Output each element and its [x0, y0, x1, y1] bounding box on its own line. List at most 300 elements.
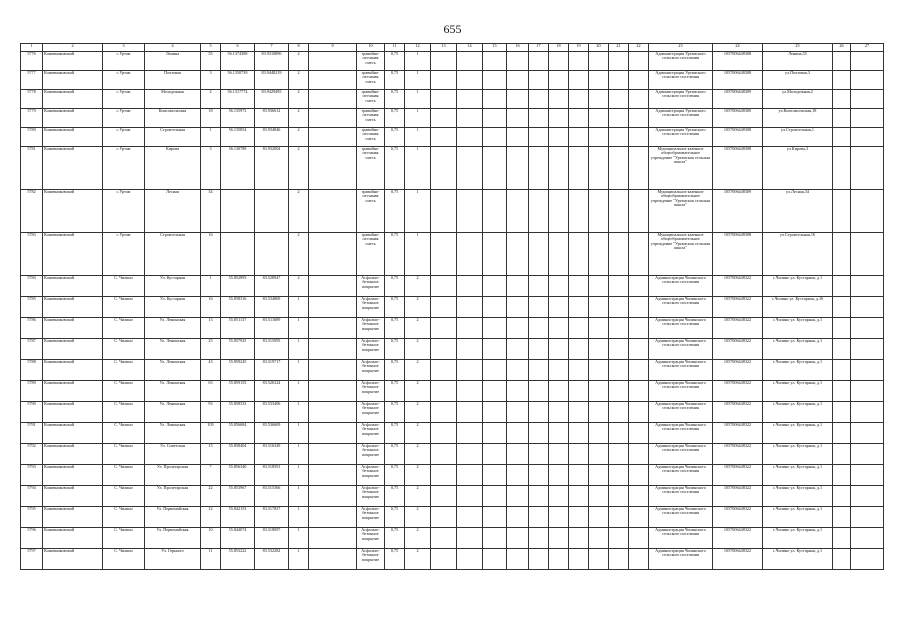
cell-empty — [589, 465, 609, 486]
cell-width: 0,75 — [385, 190, 405, 233]
cell-empty — [457, 360, 483, 381]
cell-c12: 2 — [405, 465, 431, 486]
cell-empty — [507, 71, 529, 90]
cell-street: Ул. Ленинская — [145, 381, 201, 402]
cell-cat: 1 — [289, 360, 309, 381]
cell-empty — [589, 233, 609, 276]
cell-empty — [851, 90, 884, 109]
table-row — [21, 147, 884, 190]
cell-empty — [833, 109, 851, 128]
cell-lat: 56.1374388 — [221, 52, 255, 71]
cell-empty — [507, 402, 529, 423]
cell-empty — [483, 465, 507, 486]
cell-owner: Администрация Чилинского сельского поселения — [649, 528, 713, 549]
cell-width: 0,75 — [385, 465, 405, 486]
cell-address: с.Чилино ул. Кустарная, д.1 — [763, 486, 833, 507]
cell-width: 0,75 — [385, 109, 405, 128]
cell-empty — [569, 486, 589, 507]
cell-empty — [833, 381, 851, 402]
cell-empty — [529, 402, 549, 423]
cell-c12: 1 — [405, 52, 431, 71]
cell-street: Ул. Кустарная — [145, 297, 201, 318]
cell-empty — [309, 549, 357, 570]
cell-empty — [431, 402, 457, 423]
cell-length: 93 — [201, 402, 221, 423]
cell-address: ул.Строительная,1 — [763, 128, 833, 147]
cell-empty — [851, 423, 884, 444]
cell-c12: 2 — [405, 549, 431, 570]
table-row — [21, 276, 884, 297]
cell-empty — [589, 360, 609, 381]
cell-empty — [609, 528, 629, 549]
cell-lon: 83.536609 — [255, 423, 289, 444]
cell-settlement: С. Чилино — [103, 549, 145, 570]
cell-street: Строительная — [145, 128, 201, 147]
cell-street: Ул. Ленинская — [145, 360, 201, 381]
cell-owner: Администрация Чилинского сельского поселения — [649, 318, 713, 339]
cell-empty — [457, 318, 483, 339]
cell-address: ул.Молодежная,2 — [763, 90, 833, 109]
cell-surface: Асфальто-бетонное покрытие — [357, 465, 385, 486]
cell-settlement: С. Чилино — [103, 339, 145, 360]
cell-empty — [569, 276, 589, 297]
cell-empty — [851, 360, 884, 381]
cell-lat: 55.851137 — [221, 318, 255, 339]
cell-lon: 83.515366 — [255, 486, 289, 507]
cell-lon: 83.518097 — [255, 528, 289, 549]
cell-empty — [589, 549, 609, 570]
cell-inn: 1057006448308 — [713, 233, 763, 276]
cell-surface: Асфальто-бетонное покрытие — [357, 507, 385, 528]
cell-settlement: с.Уртам — [103, 190, 145, 233]
cell-c12: 2 — [405, 276, 431, 297]
cell-empty — [569, 52, 589, 71]
cell-empty — [507, 109, 529, 128]
cell-empty — [529, 486, 549, 507]
cell-length: 15 — [201, 444, 221, 465]
cell-empty — [309, 147, 357, 190]
cell-surface: Асфальто-бетонное покрытие — [357, 444, 385, 465]
cell-empty — [851, 190, 884, 233]
cell-inn: 1057006448309 — [713, 190, 763, 233]
cell-empty — [507, 360, 529, 381]
cell-empty — [833, 233, 851, 276]
cell-empty — [569, 402, 589, 423]
cell-empty — [589, 190, 609, 233]
cell-empty — [309, 128, 357, 147]
cell-c12: 1 — [405, 233, 431, 276]
cell-empty — [833, 507, 851, 528]
cell-address: ул.Комсомольская,18 — [763, 109, 833, 128]
cell-empty — [507, 528, 529, 549]
cell-surface: гравийно-песчаная смесь — [357, 90, 385, 109]
cell-inn: 1057006448308 — [713, 52, 763, 71]
cell-lat: 55.858404 — [221, 444, 255, 465]
column-header: 2 — [43, 44, 103, 52]
cell-width: 0,75 — [385, 318, 405, 339]
cell-empty — [431, 507, 457, 528]
cell-empty — [569, 297, 589, 318]
cell-n: 5786 — [21, 318, 43, 339]
cell-empty — [457, 297, 483, 318]
cell-length: 1 — [201, 128, 221, 147]
cell-empty — [549, 71, 569, 90]
cell-settlement: с.Уртам — [103, 233, 145, 276]
cell-address: с.Чилино ул. Кустарная, д.1 — [763, 444, 833, 465]
cell-street: Ул. Ленинская — [145, 402, 201, 423]
cell-empty — [457, 147, 483, 190]
cell-lat: 55.856684 — [221, 423, 255, 444]
cell-empty — [833, 52, 851, 71]
cell-empty — [549, 528, 569, 549]
cell-empty — [507, 52, 529, 71]
cell-empty — [609, 109, 629, 128]
cell-empty — [529, 465, 549, 486]
cell-street: Ул. Первомайская — [145, 528, 201, 549]
cell-district: Кожевниковский — [43, 339, 103, 360]
cell-empty — [609, 297, 629, 318]
page-number: 655 — [443, 22, 462, 36]
cell-lat: 55.857925 — [221, 339, 255, 360]
cell-n: 5789 — [21, 381, 43, 402]
cell-empty — [529, 128, 549, 147]
cell-empty — [431, 318, 457, 339]
cell-lon: 83.515095 — [255, 339, 289, 360]
cell-lon: 83.516349 — [255, 444, 289, 465]
cell-empty — [833, 71, 851, 90]
cell-empty — [529, 90, 549, 109]
cell-lat: 55.859155 — [221, 381, 255, 402]
cell-n: 5793 — [21, 465, 43, 486]
cell-n: 5787 — [21, 339, 43, 360]
column-header: 21 — [609, 44, 629, 52]
cell-owner: Администрация Чилинского сельского поселения — [649, 381, 713, 402]
cell-empty — [833, 402, 851, 423]
column-header: 1 — [21, 44, 43, 52]
cell-address: с.Чилино ул. Кустарная, д.1 — [763, 507, 833, 528]
cell-lat: 55.858316 — [221, 297, 255, 318]
cell-settlement: С. Чилино — [103, 507, 145, 528]
cell-empty — [609, 402, 629, 423]
cell-street: Лесная — [145, 190, 201, 233]
cell-empty — [431, 444, 457, 465]
cell-empty — [483, 128, 507, 147]
cell-empty — [549, 486, 569, 507]
cell-empty — [851, 233, 884, 276]
cell-empty — [589, 128, 609, 147]
cell-empty — [529, 423, 549, 444]
cell-lon — [255, 233, 289, 276]
cell-surface: Асфальто-бетонное покрытие — [357, 297, 385, 318]
cell-address: Ленина,35 — [763, 52, 833, 71]
cell-empty — [457, 528, 483, 549]
cell-empty — [549, 423, 569, 444]
cell-empty — [457, 507, 483, 528]
cell-n: 5781 — [21, 147, 43, 190]
cell-empty — [833, 190, 851, 233]
cell-width: 0,75 — [385, 528, 405, 549]
cell-lon: 83.936612 — [255, 109, 289, 128]
cell-empty — [529, 444, 549, 465]
cell-owner: Муниципальное казенное общеобразовательное учреждение "Уртамская сельская школа" — [649, 233, 713, 276]
cell-empty — [833, 276, 851, 297]
cell-empty — [609, 381, 629, 402]
cell-width: 0,75 — [385, 486, 405, 507]
cell-empty — [507, 486, 529, 507]
cell-empty — [629, 71, 649, 90]
cell-width: 0,75 — [385, 71, 405, 90]
cell-lat — [221, 233, 255, 276]
cell-empty — [851, 276, 884, 297]
table-row — [21, 528, 884, 549]
cell-empty — [431, 90, 457, 109]
cell-empty — [483, 52, 507, 71]
cell-cat: 2 — [289, 190, 309, 233]
cell-empty — [569, 528, 589, 549]
cell-n: 5777 — [21, 71, 43, 90]
cell-n: 5788 — [21, 360, 43, 381]
cell-empty — [507, 190, 529, 233]
cell-empty — [629, 507, 649, 528]
cell-c12: 2 — [405, 444, 431, 465]
cell-settlement: С. Чилино — [103, 486, 145, 507]
cell-empty — [457, 423, 483, 444]
cell-lat: 55.853967 — [221, 486, 255, 507]
cell-empty — [629, 549, 649, 570]
table-row — [21, 507, 884, 528]
cell-surface: Асфальто-бетонное покрытие — [357, 549, 385, 570]
cell-owner: Администрация Чилинского сельского поселения — [649, 360, 713, 381]
cell-n: 5776 — [21, 52, 43, 71]
cell-empty — [483, 71, 507, 90]
cell-empty — [309, 507, 357, 528]
cell-empty — [851, 549, 884, 570]
cell-empty — [833, 147, 851, 190]
cell-surface: гравийно-песчаная смесь — [357, 233, 385, 276]
cell-c12: 2 — [405, 402, 431, 423]
cell-inn: 1057006448308 — [713, 147, 763, 190]
cell-empty — [629, 402, 649, 423]
cell-length: 12 — [201, 507, 221, 528]
cell-empty — [529, 276, 549, 297]
cell-empty — [431, 465, 457, 486]
cell-empty — [629, 381, 649, 402]
cell-owner: Администрация Чилинского сельского поселения — [649, 486, 713, 507]
register-body — [21, 52, 884, 570]
cell-empty — [507, 423, 529, 444]
cell-empty — [549, 147, 569, 190]
cell-empty — [457, 233, 483, 276]
cell-empty — [483, 444, 507, 465]
cell-n: 5796 — [21, 528, 43, 549]
cell-inn: 1057006448308 — [713, 71, 763, 90]
cell-c12: 1 — [405, 109, 431, 128]
cell-surface: гравийно-песчаная смесь — [357, 147, 385, 190]
cell-empty — [457, 109, 483, 128]
cell-empty — [483, 528, 507, 549]
cell-empty — [309, 402, 357, 423]
cell-length: 7 — [201, 465, 221, 486]
cell-empty — [589, 381, 609, 402]
cell-empty — [549, 90, 569, 109]
cell-cat: 1 — [289, 465, 309, 486]
cell-empty — [431, 339, 457, 360]
cell-empty — [309, 465, 357, 486]
cell-empty — [529, 507, 549, 528]
cell-address: с.Чилино ул. Кустарная, д.1 — [763, 381, 833, 402]
column-header: 27 — [851, 44, 884, 52]
cell-lat: 55.853222 — [221, 549, 255, 570]
cell-address: с.Чилино ул. Кустарная, д.1 — [763, 318, 833, 339]
cell-address: с.Чилино ул. Кустарная, д.1 — [763, 423, 833, 444]
cell-settlement: с.Уртам — [103, 90, 145, 109]
column-header: 6 — [221, 44, 255, 52]
cell-empty — [589, 318, 609, 339]
cell-n: 5792 — [21, 444, 43, 465]
table-row — [21, 360, 884, 381]
cell-empty — [833, 297, 851, 318]
cell-surface: гравийно-песчаная смесь — [357, 71, 385, 90]
cell-lon: 83.517837 — [255, 507, 289, 528]
cell-empty — [629, 360, 649, 381]
column-header: 9 — [309, 44, 357, 52]
cell-empty — [309, 528, 357, 549]
cell-inn: 1057006448322 — [713, 549, 763, 570]
cell-empty — [431, 52, 457, 71]
cell-owner: Администрация Чилинского сельского поселения — [649, 339, 713, 360]
cell-empty — [629, 147, 649, 190]
cell-length: 3 — [201, 71, 221, 90]
cell-empty — [529, 190, 549, 233]
cell-empty — [569, 360, 589, 381]
cell-empty — [529, 52, 549, 71]
cell-empty — [629, 90, 649, 109]
cell-empty — [833, 423, 851, 444]
cell-cat: 2 — [289, 71, 309, 90]
cell-empty — [609, 71, 629, 90]
column-header: 15 — [483, 44, 507, 52]
column-header: 25 — [763, 44, 833, 52]
table-row — [21, 190, 884, 233]
cell-empty — [589, 297, 609, 318]
cell-settlement: С. Чилино — [103, 444, 145, 465]
cell-c12: 2 — [405, 528, 431, 549]
cell-width: 0,75 — [385, 147, 405, 190]
cell-empty — [833, 339, 851, 360]
cell-lat — [221, 190, 255, 233]
cell-street: Ул. Советская — [145, 444, 201, 465]
cell-length: 13 — [201, 318, 221, 339]
cell-cat: 1 — [289, 444, 309, 465]
cell-c12: 2 — [405, 297, 431, 318]
cell-empty — [457, 486, 483, 507]
column-header: 26 — [833, 44, 851, 52]
cell-n: 5795 — [21, 507, 43, 528]
cell-empty — [549, 360, 569, 381]
cell-lat: 56.135854 — [221, 128, 255, 147]
cell-empty — [431, 71, 457, 90]
cell-empty — [483, 507, 507, 528]
cell-district: Кожевниковский — [43, 52, 103, 71]
cell-length: 3 — [201, 147, 221, 190]
table-row — [21, 444, 884, 465]
cell-district: Кожевниковский — [43, 507, 103, 528]
cell-cat: 2 — [289, 233, 309, 276]
cell-settlement: С. Чилино — [103, 528, 145, 549]
cell-lat: 55.856340 — [221, 465, 255, 486]
cell-empty — [851, 147, 884, 190]
table-row — [21, 90, 884, 109]
cell-length: 22 — [201, 486, 221, 507]
table-row — [21, 465, 884, 486]
table-row — [21, 318, 884, 339]
cell-empty — [629, 444, 649, 465]
cell-empty — [529, 297, 549, 318]
cell-empty — [507, 147, 529, 190]
cell-district: Кожевниковский — [43, 297, 103, 318]
column-header: 14 — [457, 44, 483, 52]
cell-district: Кожевниковский — [43, 233, 103, 276]
cell-empty — [483, 90, 507, 109]
cell-empty — [569, 444, 589, 465]
table-row — [21, 339, 884, 360]
cell-empty — [309, 276, 357, 297]
cell-empty — [609, 318, 629, 339]
cell-empty — [483, 339, 507, 360]
cell-street: Ул. Ленинская — [145, 423, 201, 444]
cell-empty — [833, 444, 851, 465]
cell-empty — [483, 549, 507, 570]
cell-settlement: С. Чилино — [103, 318, 145, 339]
cell-address: с.Чилино ул. Кустарная, д.1 — [763, 465, 833, 486]
cell-empty — [483, 147, 507, 190]
cell-empty — [457, 402, 483, 423]
cell-lat: 56.135973 — [221, 109, 255, 128]
cell-cat: 1 — [289, 423, 309, 444]
column-header: 23 — [649, 44, 713, 52]
cell-empty — [851, 52, 884, 71]
cell-c12: 2 — [405, 360, 431, 381]
cell-c12: 1 — [405, 128, 431, 147]
cell-street: Ул. Первомайская — [145, 507, 201, 528]
cell-settlement: С. Чилино — [103, 465, 145, 486]
cell-empty — [457, 190, 483, 233]
cell-empty — [589, 528, 609, 549]
cell-street: Ул. Кустарная — [145, 276, 201, 297]
cell-empty — [851, 109, 884, 128]
cell-address: с.Чилино ул. Кустарная, д.1 — [763, 549, 833, 570]
cell-lon: 83.533406 — [255, 402, 289, 423]
cell-width: 0,75 — [385, 233, 405, 276]
column-header: 18 — [549, 44, 569, 52]
cell-owner: Администрация Уртамского сельского поселения — [649, 90, 713, 109]
cell-width: 0,75 — [385, 402, 405, 423]
cell-empty — [589, 71, 609, 90]
cell-empty — [851, 128, 884, 147]
cell-length: 10 — [201, 528, 221, 549]
cell-empty — [507, 339, 529, 360]
cell-empty — [589, 507, 609, 528]
cell-empty — [507, 128, 529, 147]
column-header: 13 — [431, 44, 457, 52]
cell-empty — [483, 190, 507, 233]
cell-empty — [457, 339, 483, 360]
column-header: 24 — [713, 44, 763, 52]
cell-width: 0,75 — [385, 276, 405, 297]
cell-empty — [589, 147, 609, 190]
cell-empty — [507, 276, 529, 297]
cell-empty — [851, 318, 884, 339]
